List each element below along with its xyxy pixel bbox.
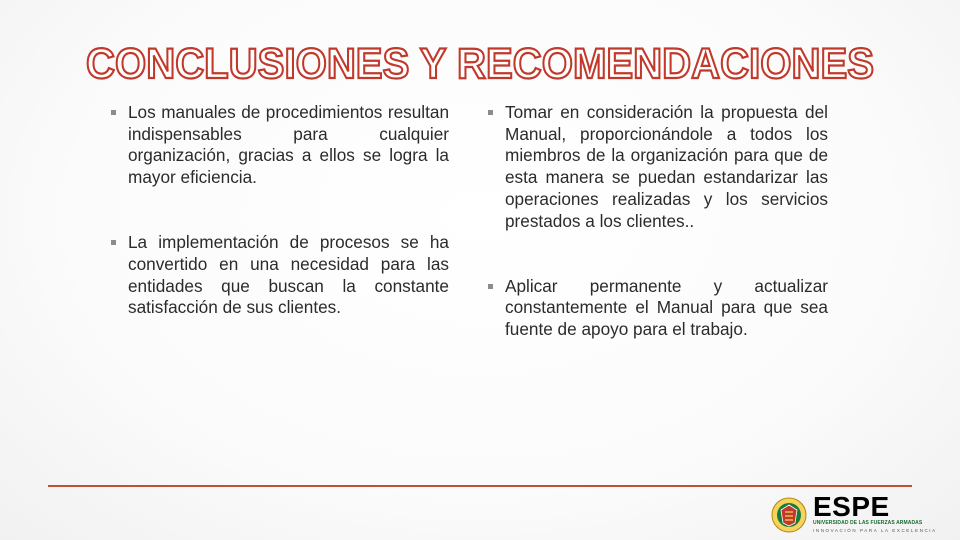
recommendation-text: Aplicar permanente y actualizar constantemente el Manual para que sea fuente de apoyo para el trabajo. [505, 275, 828, 340]
bullet-square-icon [111, 240, 116, 245]
bullet-square-icon [488, 284, 493, 289]
conclusion-item [111, 102, 449, 189]
bullet-square-icon [488, 110, 493, 115]
recommendation-item [488, 102, 828, 232]
conclusion-text: Los manuales de procedimientos resultan indispensables para cualquier organización, gracias a ellos se logra la mayor eficiencia. [128, 102, 449, 188]
slide-title [80, 36, 880, 88]
recommendations-list [488, 102, 828, 341]
recommendation-text: Tomar en consideración la propuesta del Manual, proporcionándole a todos los miembros de la organización para que de esta manera se puedan estandarizar las operaciones realizadas y los servicios prestados a los clientes.. [505, 102, 828, 231]
slide-title-text: CONCLUSIONES Y RECOMENDACIONES [86, 40, 874, 88]
bullet-square-icon [111, 110, 116, 115]
conclusions-list [111, 102, 449, 319]
footer-divider [48, 485, 912, 487]
conclusion-text: La implementación de procesos se ha convertido en una necesidad para las entidades que buscan la constante satisfacción de sus clientes. [128, 232, 449, 318]
recommendation-item [488, 276, 828, 341]
university-seal-icon [771, 497, 807, 533]
slide-title-graphic [80, 36, 880, 88]
logo-wordmark: ESPE [813, 491, 890, 522]
logo-university-name: UNIVERSIDAD DE LAS FUERZAS ARMADAS [813, 520, 923, 526]
conclusion-item [111, 232, 449, 319]
espe-logo [771, 491, 937, 536]
logo-tagline: INNOVACIÓN PARA LA EXCELENCIA [813, 528, 937, 533]
